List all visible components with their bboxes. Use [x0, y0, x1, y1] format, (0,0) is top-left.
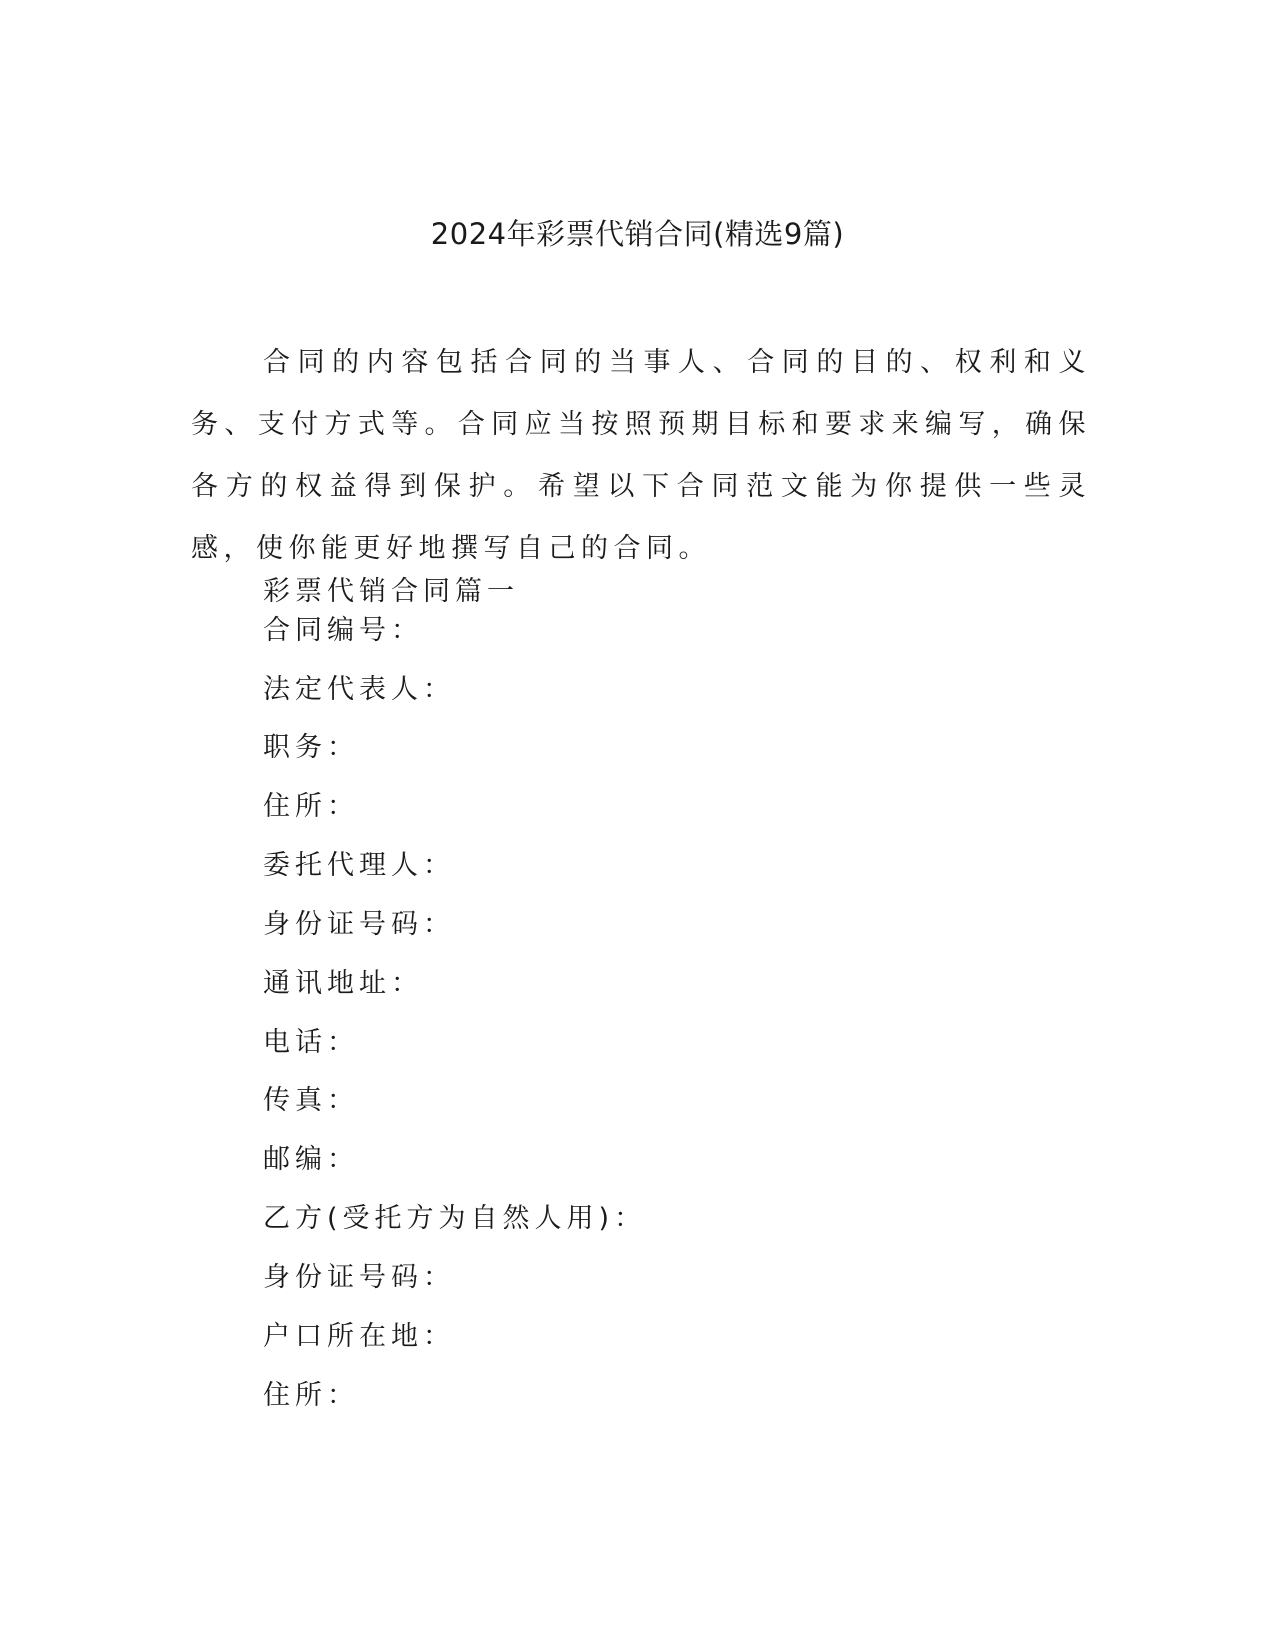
address-label: 住所： [263, 791, 359, 822]
agent-label: 委托代理人： [263, 850, 455, 881]
postcode-label: 邮编： [263, 1144, 359, 1175]
document-title: 2024年彩票代销合同(精选9篇) [430, 217, 845, 251]
contract-number-label: 合同编号： [263, 615, 423, 646]
mailing-address-label: 通讯地址： [263, 968, 423, 999]
party-b-address-label: 住所： [263, 1380, 359, 1411]
party-b-label: 乙方(受托方为自然人用)： [263, 1203, 647, 1234]
id-number-label: 身份证号码： [263, 909, 455, 940]
section-heading: 彩票代销合同篇一 [263, 576, 519, 607]
phone-label: 电话： [263, 1027, 359, 1058]
intro-paragraph: 合同的内容包括合同的当事人、合同的目的、权利和义务、支付方式等。合同应当按照预期目标和要求来编写，确保各方的权益得到保护。希望以下合同范文能为你提供一些灵感，使你能更好地撰写自己的合同。 [191, 347, 1091, 564]
fax-label: 传真： [263, 1085, 359, 1116]
household-registration-label: 户口所在地： [263, 1321, 455, 1352]
legal-representative-label: 法定代表人： [263, 674, 455, 705]
position-label: 职务： [263, 732, 359, 763]
party-b-id-number-label: 身份证号码： [263, 1262, 455, 1293]
